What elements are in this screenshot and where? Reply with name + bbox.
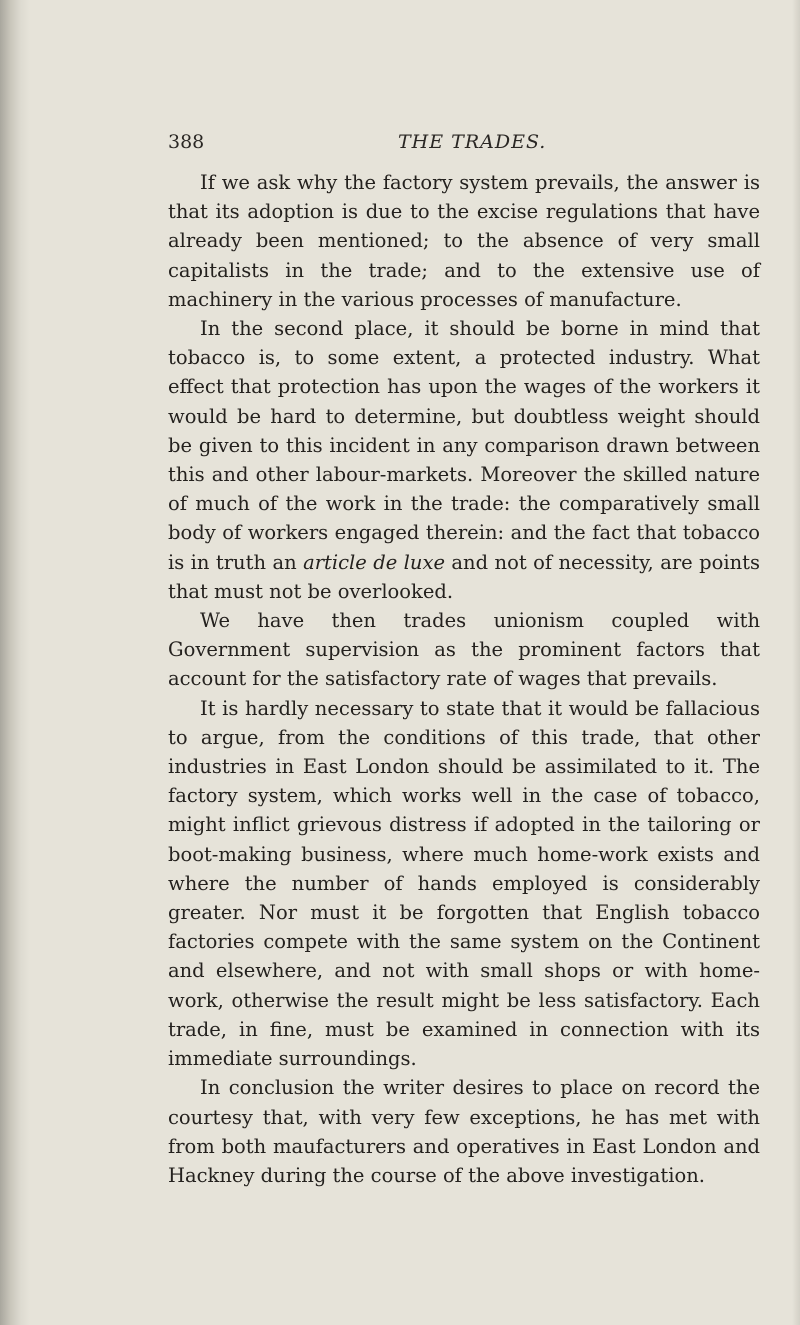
paragraph-text: In conclusion the writer desires to place on record the courtesy that, with very few exceptions, he has met with from both maufacturers and operatives in East London and Hackney during the course of the above investigation. bbox=[168, 1076, 760, 1187]
page-header bbox=[168, 131, 758, 157]
paragraph-text: We have then trades unionism coupled with Government supervision as the prominent factors that account for the satisfactory rate of wages that prevails. bbox=[168, 609, 760, 691]
paragraph-text: In the second place, it should be borne in mind that tobacco is, to some extent, a protected industry. What effect that protection has upon the wages of the workers it would be hard to determine, but doubtless weight should be given to this incident in any comparison drawn between this and other labour-markets. Moreover the skilled nature of much of the work in the trade: the comparatively small body of workers engaged therein: and the fact that tobacco is in truth an bbox=[168, 317, 760, 574]
page-number: 388 bbox=[168, 131, 205, 153]
paragraph-text: It is hardly necessary to state that it would be fallacious to argue, from the conditions of this trade, that other industries in East London should be assimilated to it. The factory system, which works well in the case of tobacco, might inflict grievous distress if adopted in the tailoring or boot-making business, where much home-work exists and where the number of hands employed is considerably greater. Nor must it be forgotten that English tobacco factories compete with the same system on the Continent and elsewhere, and not with small shops or with home-work, otherwise the result might be less satisfactory. Each trade, in fine, must be examined in connection with its immediate surroundings. bbox=[168, 696, 760, 1071]
paragraph-1 bbox=[168, 168, 760, 314]
paragraph-2 bbox=[168, 314, 760, 606]
paragraph-text: If we ask why the factory system prevails, the answer is that its adoption is due to the excise regulations that have already been mentioned; to the absence of very small capitalists in the trade; and to the extensive use of machinery in the various processes of manufacture. bbox=[168, 171, 760, 311]
paragraph-3 bbox=[168, 606, 760, 694]
running-title: THE TRADES. bbox=[398, 131, 547, 153]
italic-phrase: article de luxe bbox=[303, 550, 445, 574]
paragraph-4 bbox=[168, 694, 760, 1074]
body-text bbox=[168, 168, 760, 1190]
paragraph-text-continued: and not of necessity, are points that must not be overlooked. bbox=[168, 550, 760, 603]
paragraph-5 bbox=[168, 1073, 760, 1190]
